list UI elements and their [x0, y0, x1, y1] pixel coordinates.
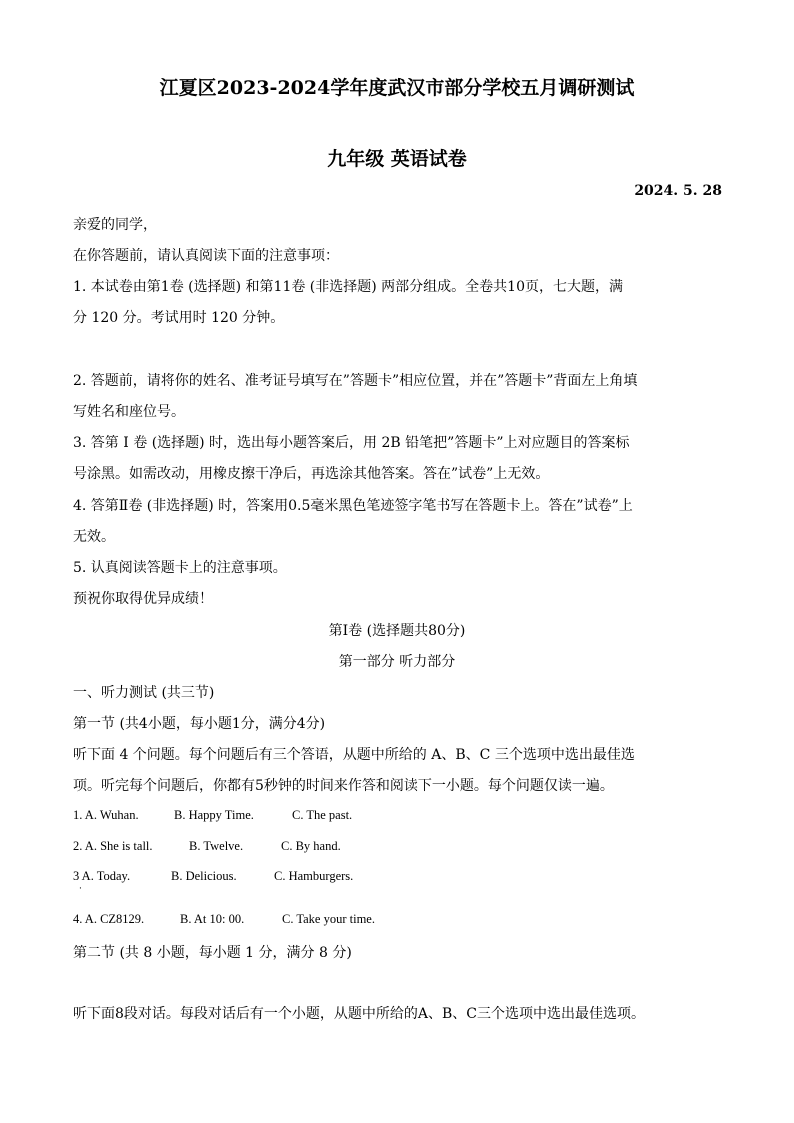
exam-title: 江夏区2023-2024学年度武汉市部分学校五月调研测试 — [159, 77, 635, 99]
q3-option-c: C. Hamburgers. — [274, 869, 354, 883]
note-5: 5. 认真阅读答题卡上的注意事项。 — [73, 560, 287, 576]
q3-option-b: B. Delicious. — [171, 869, 237, 883]
question-1 — [73, 808, 352, 823]
question-3 — [73, 869, 353, 884]
sec1-instructions-line-2: 项。听完每个问题后，你都有5秒钟的时间来作答和阅读下一小题。每个问题仅读一遍。 — [73, 778, 614, 794]
listening-part-heading: 第一部分 听力部分 — [338, 654, 456, 670]
q1-option-b: B. Happy Time. — [174, 808, 254, 822]
q1-option-a: 1. A. Wuhan. — [73, 808, 139, 822]
sec2-instructions: 听下面8段对话。每段对话后有一个小题，从题中所给的A、B、C三个选项中选出最佳选项。 — [73, 1006, 646, 1022]
q3-option-a: 3 A. Today. — [73, 869, 131, 883]
note-4-line-1: 4. 答第Ⅱ卷 (非选择题) 时，答案用0.5毫米黑色笔迹签字笔书写在答题卡上。答在”试卷”上 — [73, 498, 633, 514]
question-2 — [73, 839, 341, 854]
sec2-title: 第二节 (共 8 小题，每小题 1 分，满分 8 分) — [73, 945, 352, 961]
wish: 预祝你取得优异成绩！ — [73, 591, 213, 607]
q4-option-c: C. Take your time. — [282, 912, 375, 926]
note-2-line-2: 写姓名和座位号。 — [73, 404, 185, 420]
q2-option-c: C. By hand. — [281, 839, 341, 853]
q4-option-b: B. At 10: 00. — [180, 912, 245, 926]
stray-mark: · — [79, 884, 82, 894]
note-1-line-2: 分 120 分。考试用时 120 分钟。 — [73, 310, 285, 326]
note-2-line-1: 2. 答题前，请将你的姓名、准考证号填写在”答题卡”相应位置，并在”答题卡”背面左上角填 — [73, 373, 638, 389]
part1-heading: 第Ⅰ卷 (选择题共80分) — [328, 623, 466, 639]
sec1-instructions-line-1: 听下面 4 个问题。每个问题后有三个答语，从题中所给的 A、B、C 三个选项中选出最佳选 — [73, 747, 635, 763]
q2-option-a: 2. A. She is tall. — [73, 839, 153, 853]
greeting: 亲爱的同学， — [73, 217, 157, 233]
question-4 — [73, 912, 375, 927]
q2-option-b: B. Twelve. — [189, 839, 244, 853]
q4-option-a: 4. A. CZ8129. — [73, 912, 145, 926]
note-3-line-1: 3. 答第 Ⅰ 卷 (选择题) 时，选出每小题答案后，用 2B 铅笔把”答题卡”上对应题目的答案标 — [73, 435, 630, 451]
q1-option-c: C. The past. — [292, 808, 353, 822]
exam-date: 2024. 5. 28 — [634, 183, 722, 199]
note-1-line-1: 1. 本试卷由第1卷 (选择题) 和第11卷 (非选择题) 两部分组成。全卷共10页，七大题，满 — [73, 279, 623, 295]
notes-lead: 在你答题前，请认真阅读下面的注意事项： — [73, 248, 339, 264]
note-3-line-2: 号涂黑。如需改动，用橡皮擦干净后，再选涂其他答案。答在”试卷”上无效。 — [73, 466, 550, 482]
sec1-title: 第一节 (共4小题，每小题1分，满分4分) — [73, 716, 326, 732]
section-title: 一、听力测试 (共三节) — [73, 685, 215, 701]
note-4-line-2: 无效。 — [73, 529, 115, 545]
exam-subtitle: 九年级 英语试卷 — [327, 148, 467, 170]
